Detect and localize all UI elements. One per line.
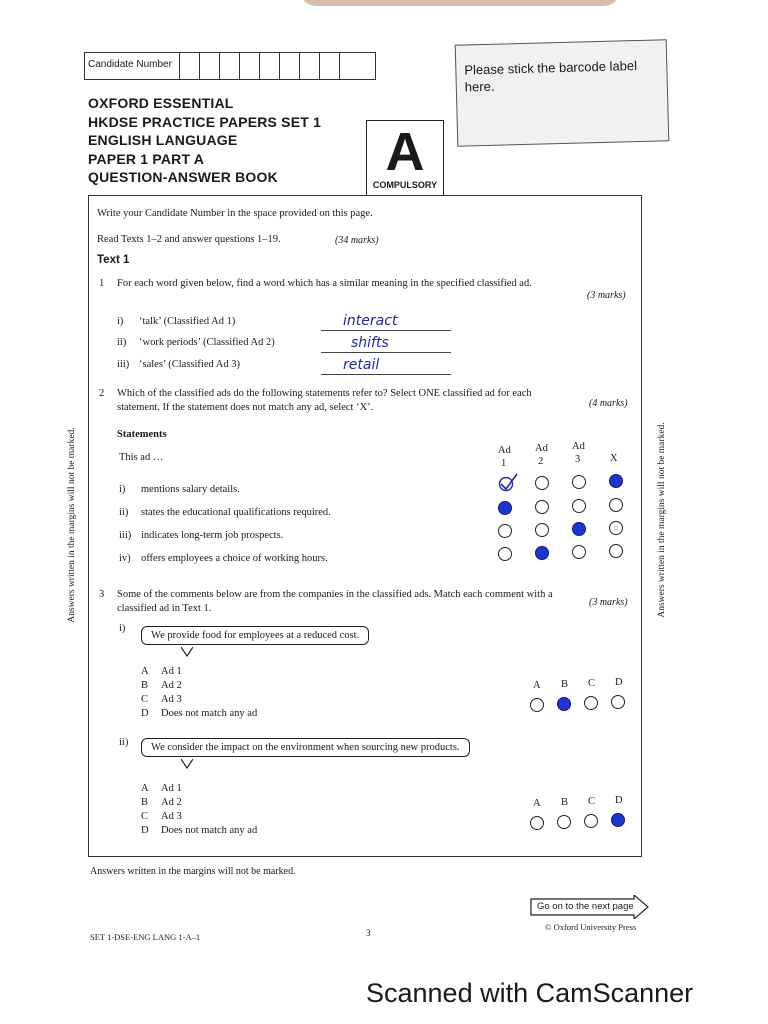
q2-text: statement. If the statement does not match any ad, select ‘X’.	[117, 402, 374, 413]
q2-text: Which of the classified ads do the following statements refer to? Select ONE classified ad for each	[117, 388, 532, 399]
q3-opt-text: Ad 2	[161, 797, 182, 808]
q2-option-ad2[interactable]	[535, 523, 549, 537]
q2-col-head: Ad	[572, 441, 585, 452]
q2-option-ad3[interactable]	[572, 499, 586, 513]
q3i-option-b[interactable]	[557, 697, 571, 711]
q1-item-num: iii)	[117, 359, 130, 370]
q2-col-head: Ad	[498, 445, 511, 456]
answer-line	[321, 330, 451, 331]
q3-number: 3	[99, 589, 105, 600]
speech-tail	[181, 759, 193, 769]
q2-option-ad1-ticked[interactable]	[498, 472, 520, 492]
q2-option-ad1[interactable]	[498, 547, 512, 561]
candidate-number-box	[84, 52, 376, 80]
q2-col-num: 2	[538, 456, 544, 467]
q2-row-num: iii)	[119, 530, 132, 541]
q1-text: For each word given below, find a word which has a similar meaning in the specified classified ad.	[117, 278, 532, 289]
q3i-option-a[interactable]	[530, 698, 544, 712]
q3-opt-text: Ad 2	[161, 680, 182, 691]
q3i-option-d[interactable]	[611, 695, 625, 709]
bottom-margin-note: Answers written in the margins will not be marked.	[90, 866, 296, 877]
q3ii-option-a[interactable]	[530, 816, 544, 830]
q3-comment-text: We consider the impact on the environment when sourcing new products.	[151, 742, 460, 753]
q3-col-letter: D	[615, 795, 623, 806]
q1-item-prompt: ‘sales’ (Classified Ad 3)	[139, 359, 240, 370]
q3-opt-text: Does not match any ad	[161, 825, 258, 836]
paper-code: SET 1-DSE-ENG LANG 1-A–1	[90, 932, 201, 942]
q3-opt-letter: B	[141, 797, 149, 808]
this-ad-label: This ad …	[119, 452, 164, 463]
candidate-number-label: Candidate Number	[88, 59, 172, 70]
title-line: QUESTION-ANSWER BOOK	[88, 169, 278, 185]
answer-line	[321, 352, 451, 353]
q3-opt-text: Ad 1	[161, 783, 182, 794]
candidate-digit-cell	[259, 53, 280, 79]
q2-number: 2	[99, 388, 105, 399]
barcode-label-box	[455, 39, 670, 147]
instruction-line: Write your Candidate Number in the space provided on this page.	[97, 208, 373, 219]
q2-row-num: iv)	[119, 553, 131, 564]
candidate-digit-cell	[279, 53, 300, 79]
candidate-digit-cell	[199, 53, 220, 79]
text1-heading: Text 1	[97, 254, 130, 266]
q2-col-num: X	[610, 453, 618, 464]
page-number: 3	[366, 928, 371, 938]
q2-option-ad3[interactable]	[572, 522, 586, 536]
q2-option-x[interactable]	[609, 498, 623, 512]
q3-opt-text: Does not match any ad	[161, 708, 258, 719]
camscanner-watermark: Scanned with CamScanner	[366, 978, 694, 1008]
q1-answer-2[interactable]: shifts	[351, 335, 389, 351]
q2-row-text: offers employees a choice of working hours.	[141, 553, 328, 564]
q1-item-prompt: ‘work periods’ (Classified Ad 2)	[139, 337, 275, 348]
q2-option-x[interactable]	[609, 544, 623, 558]
q3ii-option-b[interactable]	[557, 815, 571, 829]
q3-opt-text: Ad 3	[161, 811, 182, 822]
q3-col-letter: A	[533, 680, 541, 691]
candidate-digit-cell	[299, 53, 320, 79]
q3-text: classified ad in Text 1.	[117, 603, 212, 614]
q3-opt-letter: D	[141, 708, 149, 719]
q3-comment-text: We provide food for employees at a reduced cost.	[151, 630, 360, 641]
q3ii-option-d[interactable]	[611, 813, 625, 827]
q3-opt-letter: C	[141, 694, 149, 705]
candidate-digit-cell	[339, 53, 360, 79]
q3-col-letter: C	[588, 678, 596, 689]
answer-line	[321, 374, 451, 375]
q3-comment-bubble	[141, 738, 470, 757]
q1-answer-1[interactable]: interact	[343, 313, 398, 329]
desk-edge	[300, 0, 620, 6]
q2-option-x[interactable]	[609, 521, 623, 535]
q2-marks: (4 marks)	[589, 398, 628, 409]
right-margin-note: Answers written in the margins will not be marked.	[657, 422, 667, 618]
q2-row-text: indicates long-term job prospects.	[141, 530, 284, 541]
q2-option-x[interactable]	[609, 474, 623, 488]
q3-opt-letter: A	[141, 666, 149, 677]
q2-option-ad2[interactable]	[535, 500, 549, 514]
q3-marks: (3 marks)	[589, 597, 628, 608]
q3-col-letter: C	[588, 796, 596, 807]
q3-opt-text: Ad 3	[161, 694, 182, 705]
q3-opt-letter: D	[141, 825, 149, 836]
q3-opt-text: Ad 1	[161, 666, 182, 677]
total-marks: (34 marks)	[335, 235, 379, 246]
next-page-text: Go on to the next page	[537, 901, 634, 912]
q3-col-letter: B	[561, 679, 569, 690]
q1-item-prompt: ‘talk’ (Classified Ad 1)	[139, 316, 236, 327]
q3-col-letter: A	[533, 798, 541, 809]
q2-option-ad1[interactable]	[498, 501, 512, 515]
instruction-line: Read Texts 1–2 and answer questions 1–19.	[97, 234, 281, 245]
q3i-option-c[interactable]	[584, 696, 598, 710]
paper-part-letter: A	[385, 122, 425, 182]
barcode-instruction: Please stick the barcode label here.	[464, 58, 638, 95]
candidate-digit-cell	[239, 53, 260, 79]
title-line: HKDSE PRACTICE PAPERS SET 1	[88, 113, 322, 130]
q2-row-num: i)	[119, 484, 126, 495]
q2-option-ad3[interactable]	[572, 545, 586, 559]
left-margin-note: Answers written in the margins will not be marked.	[67, 427, 77, 623]
q1-item-num: ii)	[117, 337, 127, 348]
q2-option-ad1[interactable]	[498, 524, 512, 538]
q3-part-num: ii)	[119, 737, 129, 748]
q2-row-num: ii)	[119, 507, 129, 518]
q3-col-letter: B	[561, 797, 569, 808]
candidate-digit-cell	[179, 53, 200, 79]
q2-row-text: mentions salary details.	[141, 484, 240, 495]
q1-answer-3[interactable]: retail	[343, 357, 380, 373]
q1-item-num: i)	[117, 316, 124, 327]
q3-opt-letter: B	[141, 680, 149, 691]
candidate-digit-cell	[319, 53, 340, 79]
paper-part-box	[366, 120, 444, 196]
title-line: PAPER 1 PART A	[88, 150, 205, 167]
q3-col-letter: D	[615, 677, 623, 688]
q2-col-num: 1	[501, 458, 507, 469]
q2-row-text: states the educational qualifications required.	[141, 507, 331, 518]
q3-comment-bubble	[141, 626, 369, 645]
answer-area	[88, 195, 642, 857]
q1-number: 1	[99, 278, 105, 289]
candidate-digit-cell	[219, 53, 240, 79]
q1-marks: (3 marks)	[587, 290, 626, 301]
compulsory-label: COMPULSORY	[372, 180, 438, 190]
title-line: OXFORD ESSENTIAL	[88, 95, 234, 111]
paper-title	[88, 94, 321, 187]
q3-part-num: i)	[119, 623, 126, 634]
q2-option-ad2[interactable]	[535, 546, 549, 560]
q2-col-num: 3	[575, 454, 581, 465]
statements-heading: Statements	[117, 429, 167, 440]
title-line: ENGLISH LANGUAGE	[88, 132, 238, 148]
q2-col-head: Ad	[535, 443, 548, 454]
q3-text: Some of the comments below are from the companies in the classified ads. Match each comment with a	[117, 589, 553, 600]
speech-tail	[181, 647, 193, 657]
q3-opt-letter: C	[141, 811, 149, 822]
q2-option-ad3[interactable]	[572, 475, 586, 489]
copyright: © Oxford University Press	[545, 922, 637, 932]
q3ii-option-c[interactable]	[584, 814, 598, 828]
q2-option-ad2[interactable]	[535, 476, 549, 490]
q3-opt-letter: A	[141, 783, 149, 794]
